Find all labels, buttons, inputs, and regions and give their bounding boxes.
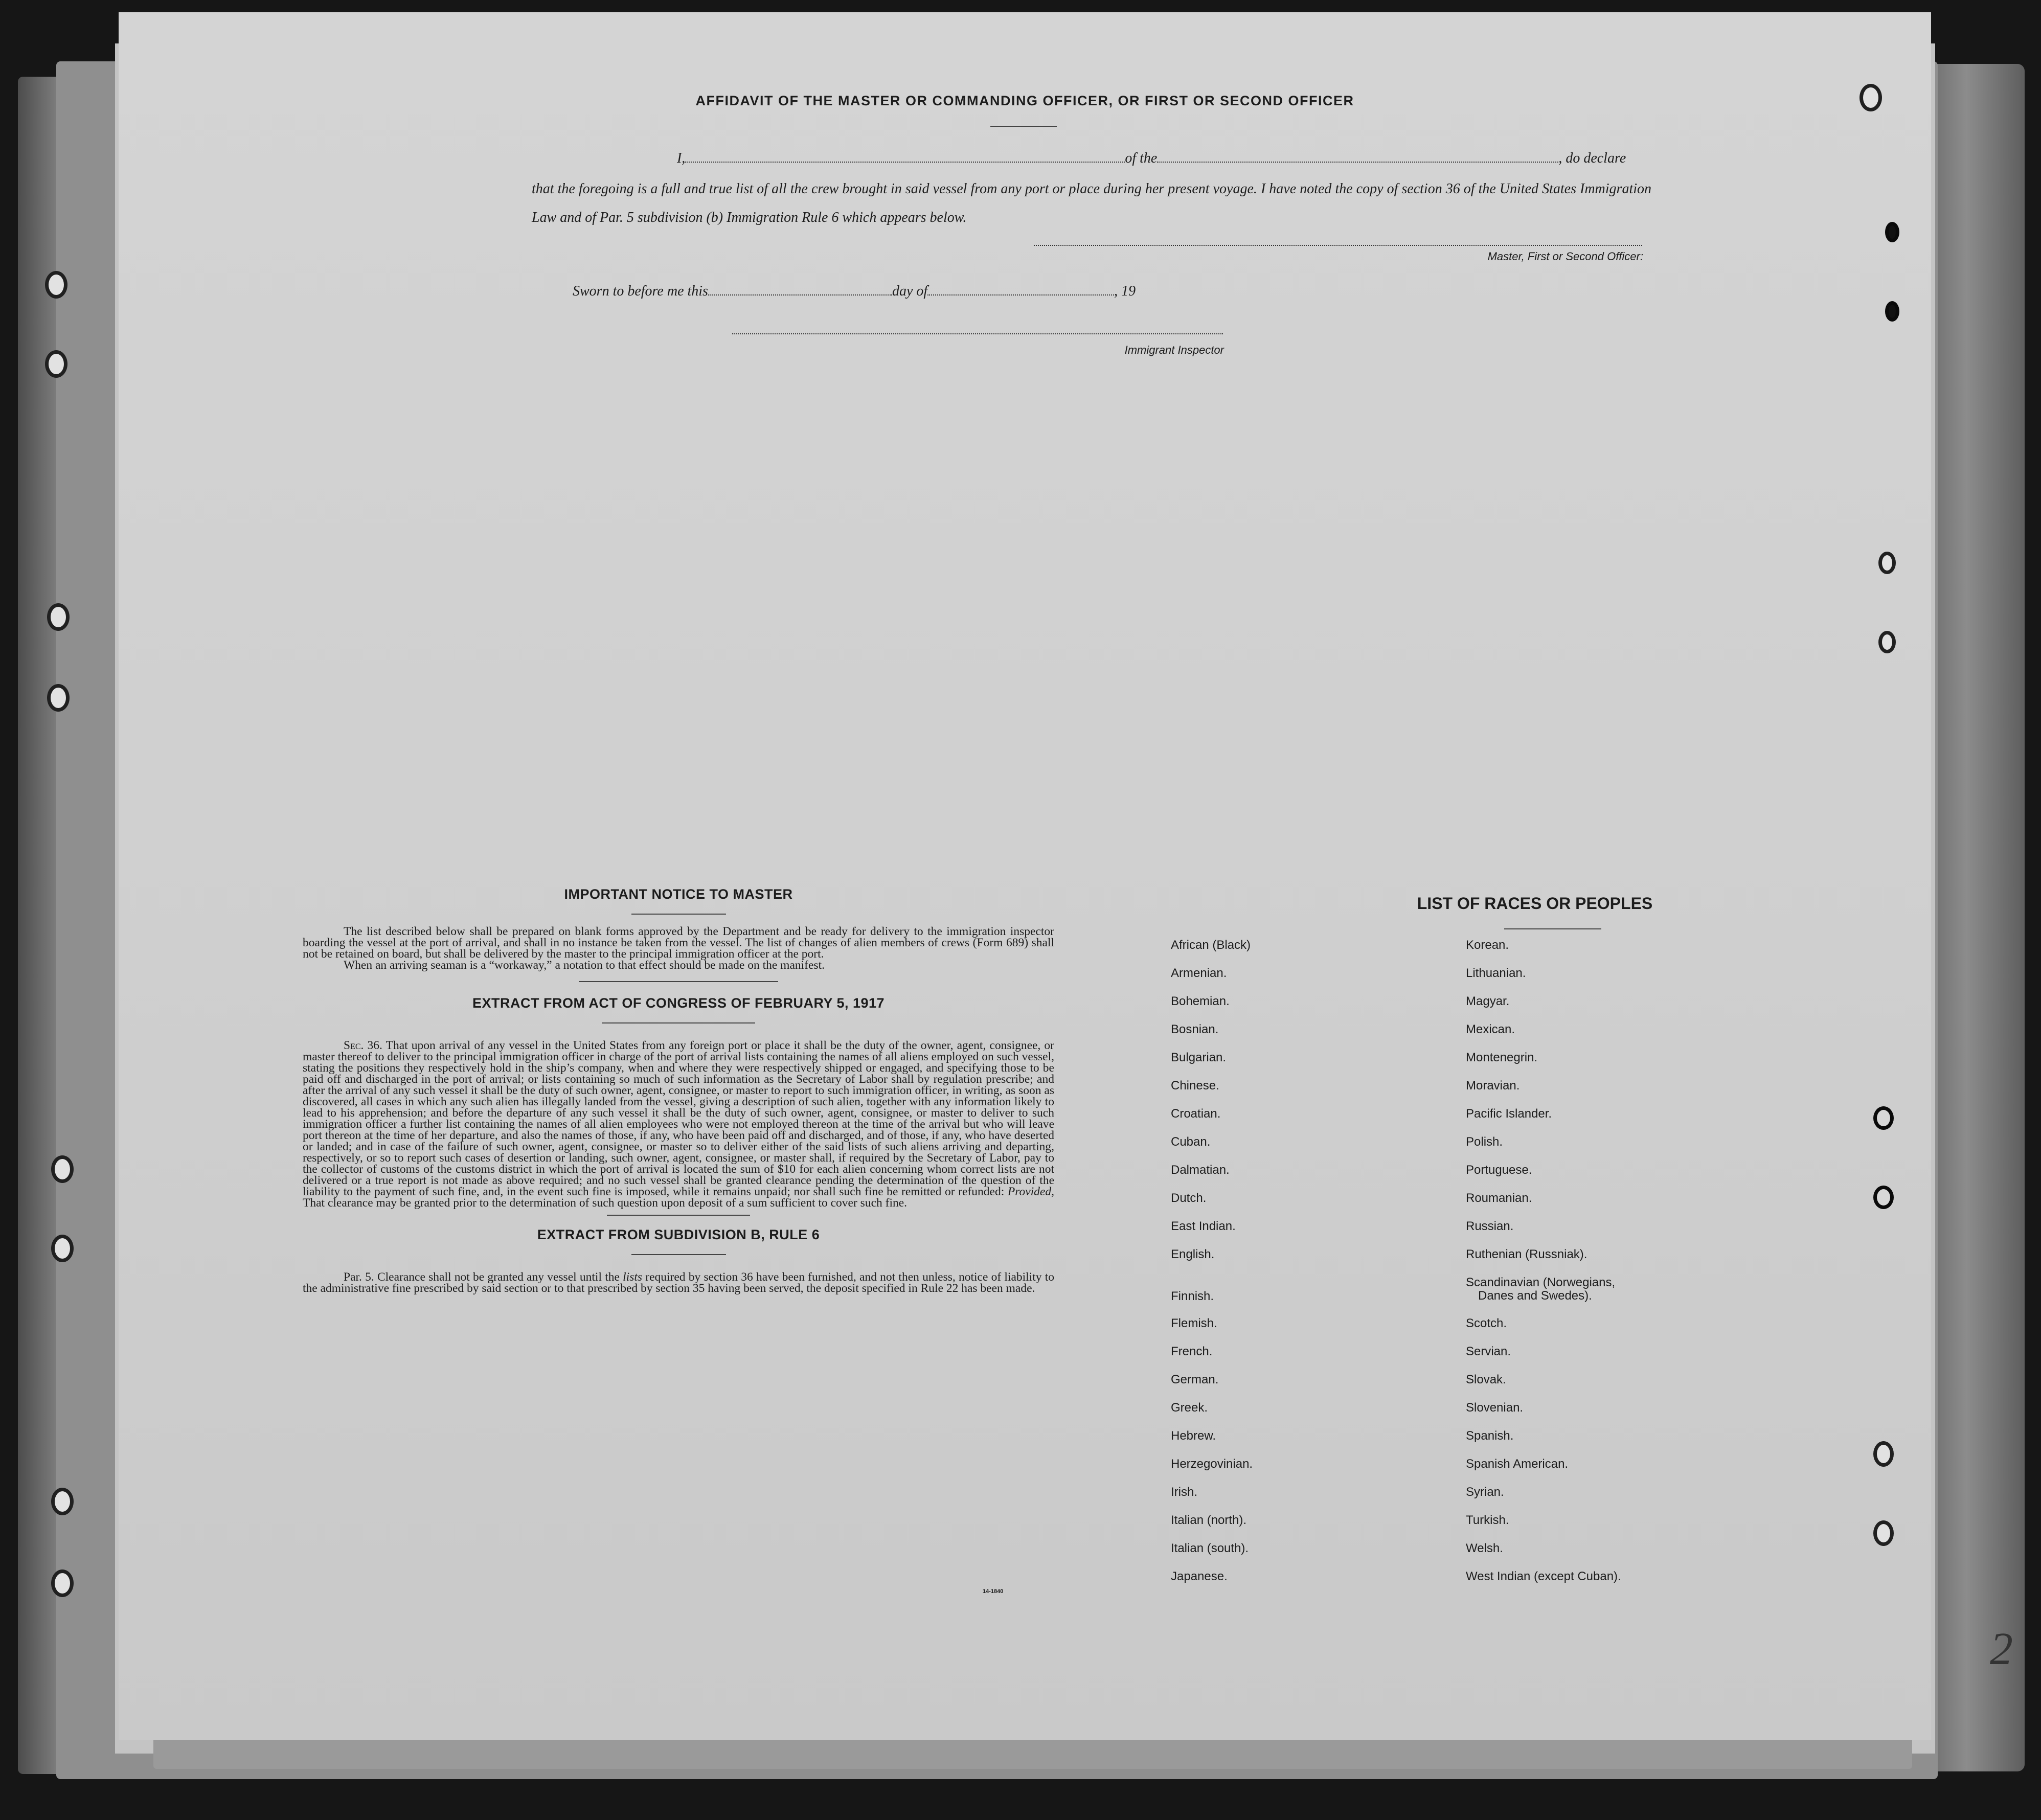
day-blank: [708, 294, 892, 295]
race-label: Slovak.: [1466, 1373, 1506, 1386]
sworn-year: , 19: [1114, 283, 1136, 299]
race-label: Mexican.: [1466, 1022, 1515, 1036]
punch-hole-icon: [1885, 301, 1899, 322]
race-item: [1171, 1220, 1488, 1248]
provided-word: Provided,: [1007, 1185, 1054, 1198]
section-36-text: [303, 1040, 1054, 1209]
binder-hole-icon: [51, 1155, 74, 1183]
notice-column: [303, 886, 1054, 1294]
race-item: [1171, 1542, 1488, 1570]
rule-6-text-b: required by section 36 have been furnished, and not then unless, notice of liability to the administrative fine prescribed by said section or to that prescribed by section 35 having been served, the deposit specified in Rule 22 has been made.: [303, 1270, 1055, 1295]
binder-hole-icon: [45, 350, 67, 378]
race-item: [1171, 1276, 1488, 1317]
race-item: [1466, 1051, 1783, 1079]
section-36-body: That upon arrival of any vessel in the United States from any foreign port or place it shall be the duty of the owner, agent, consignee, or master thereof to deliver to the principal immigration officer in charge of the port of arrival lists containing the names of all aliens employed on such vessel, stating the positions they respectively hold in the ship’s company, when and where they were respectively shipped or engaged, and specifying those to be paid off and discharged in the port of arrival; or lists containing so much of such information as the Secretary of Labor shall by regulation prescribe; and after the arrival of any such vessel it shall be the duty of such owner, agent, consignee, or master to report to such immigration officer, in writing, as soon as discovered, all cases in which any such alien has illegally landed from the vessel, giving a description of such alien, together with any information likely to lead to his apprehension; and before the departure of any such vessel it shall be the duty of such owner, agent, consignee, or master to deliver to such immigration officer a further list containing the names of all alien employees who were not employed thereon at the time of the arrival but who will leave port thereon at the time of her departure, and also the names of those, if any, who have been paid off and discharged, and of those, if any, who have deserted or landed; and in case of the failure of such owner, agent, consignee, or master so to deliver either of the said lists of such aliens arriving and departing, respectively, or so to report such cases of desertion or landing, such owner, agent, consignee, or master shall, if required by the Secretary of Labor, pay to the collector of customs of the customs district in which the port of arrival is located the sum of $10 for each alien concerning whom correct lists are not delivered or a true report is not made as above required; and no such vessel shall be granted clearance pending the determination of the question of the liability to the payment of such fine, and, in the event such fine is imposed, while it remains unpaid; nor shall such fine be remitted or refunded:: [303, 1039, 1055, 1198]
race-label-continued: Danes and Swedes).: [1478, 1289, 1592, 1303]
divider: [607, 1215, 750, 1216]
affidavit-declaration-line: [677, 150, 1648, 167]
race-item: [1171, 1514, 1488, 1542]
race-label: Pacific Islander.: [1466, 1107, 1552, 1121]
punch-hole-icon: [1873, 1520, 1894, 1546]
affidavit-i-label: I,: [677, 150, 686, 166]
race-item: [1466, 1317, 1783, 1345]
rule-6-text: [303, 1271, 1054, 1294]
race-item: [1171, 1023, 1488, 1051]
vessel-blank: [1157, 162, 1558, 163]
affidavit-of-the-label: of the: [1125, 150, 1158, 166]
race-label: German.: [1171, 1373, 1219, 1386]
race-label: Roumanian.: [1466, 1191, 1532, 1205]
notice-paragraph-2: When an arriving seaman is a “workaway,” a notation to that effect should be made on the manifest.: [344, 959, 825, 972]
race-label: Chinese.: [1171, 1079, 1219, 1093]
divider: [579, 981, 778, 982]
race-item: [1466, 939, 1783, 967]
race-item: [1171, 1107, 1488, 1135]
race-label: Turkish.: [1466, 1513, 1509, 1527]
race-label: Polish.: [1466, 1135, 1503, 1149]
race-label: Lithuanian.: [1466, 966, 1526, 980]
race-item: [1466, 1429, 1783, 1458]
race-item: [1171, 1345, 1488, 1373]
race-label: Bosnian.: [1171, 1022, 1219, 1036]
race-item: [1171, 1458, 1488, 1486]
page-number-mark: 2: [1990, 1624, 2013, 1674]
sworn-day-of: day of: [892, 283, 928, 299]
race-item: [1171, 1570, 1488, 1598]
race-item: [1466, 1192, 1783, 1220]
sworn-prefix: Sworn to before me this: [573, 283, 708, 299]
races-left-column: [1171, 939, 1488, 1598]
race-item: [1171, 1192, 1488, 1220]
divider: [631, 1254, 726, 1255]
races-title: LIST OF RACES OR PEOPLES: [1417, 894, 1653, 913]
extract-act-title: EXTRACT FROM ACT OF CONGRESS OF FEBRUARY 5, 1917: [472, 995, 885, 1011]
race-item: [1171, 939, 1488, 967]
extract-rule-title: EXTRACT FROM SUBDIVISION B, RULE 6: [537, 1227, 820, 1242]
race-item: [1171, 1164, 1488, 1192]
divider: [602, 1022, 755, 1023]
divider: [631, 914, 726, 915]
race-label: Finnish.: [1171, 1289, 1214, 1303]
binder-right-edge: [1927, 64, 2025, 1771]
punch-hole-icon: [1873, 1186, 1894, 1209]
race-label: Slovenian.: [1466, 1401, 1524, 1415]
sworn-line: [573, 283, 1136, 300]
race-label: Ruthenian (Russniak).: [1466, 1247, 1588, 1261]
races-right-column: [1466, 939, 1783, 1598]
race-item: [1171, 1429, 1488, 1458]
race-label: Cuban.: [1171, 1135, 1211, 1149]
race-item: [1466, 1220, 1783, 1248]
inspector-signature-line: [732, 333, 1223, 334]
inspector-signature-label: Immigrant Inspector: [1124, 344, 1224, 356]
race-label: Greek.: [1171, 1401, 1208, 1415]
month-blank: [927, 294, 1114, 295]
race-item: [1466, 1023, 1783, 1051]
race-label: Armenian.: [1171, 966, 1227, 980]
race-item: [1466, 1248, 1783, 1276]
race-label: Spanish American.: [1466, 1457, 1569, 1471]
race-item: [1466, 1401, 1783, 1429]
race-item: [1466, 1514, 1783, 1542]
master-signature-label: Master, First or Second Officer:: [1487, 250, 1643, 263]
race-label: Bohemian.: [1171, 994, 1230, 1008]
section-36-end: That clearance may be granted prior to the determination of such question upon deposit of a sum sufficient to cover such fine.: [303, 1196, 908, 1210]
notice-paragraph-1: The list described below shall be prepared on blank forms approved by the Department and be ready for delivery to the immigration inspector boarding the vessel at the port of arrival, and shall in no instance be taken from the vessel. The list of changes of alien members of crews (Form 689) shall not be retained on board, but shall be delivered by the master to the principal immigration officer at the port.: [303, 925, 1054, 961]
binder-hole-icon: [47, 684, 70, 712]
race-item: [1466, 995, 1783, 1023]
race-item: [1171, 1486, 1488, 1514]
binder-hole-icon: [47, 603, 70, 631]
race-label: Welsh.: [1466, 1541, 1503, 1555]
race-label: East Indian.: [1171, 1219, 1236, 1233]
form-number: 14-1840: [983, 1588, 1004, 1595]
race-item: [1466, 1486, 1783, 1514]
race-label: Herzegovinian.: [1171, 1457, 1253, 1471]
race-item: [1466, 1135, 1783, 1164]
punch-hole-icon: [1878, 552, 1896, 574]
race-item: [1466, 1570, 1783, 1598]
race-item: [1466, 1164, 1783, 1192]
race-item: [1466, 1373, 1783, 1401]
punch-hole-icon: [1878, 631, 1896, 653]
race-item: [1466, 1542, 1783, 1570]
race-item: [1171, 1248, 1488, 1276]
affidavit-body: that the foregoing is a full and true list of all the crew brought in said vessel from any port or place during her present voyage. I have noted the copy of section 36 of the United States Immigration Law and of Par. 5 subdivision (b) Immigration Rule 6 which appears below.: [532, 181, 1651, 225]
race-label: Bulgarian.: [1171, 1051, 1227, 1064]
race-label: Servian.: [1466, 1345, 1511, 1358]
race-item: [1466, 1276, 1783, 1317]
rule-6-text-a: Par. 5. Clearance shall not be granted any vessel until the: [344, 1270, 620, 1284]
lists-word: lists: [623, 1270, 643, 1284]
race-label: West Indian (except Cuban).: [1466, 1569, 1621, 1583]
race-item: [1466, 1345, 1783, 1373]
race-label: Croatian.: [1171, 1107, 1221, 1121]
race-item: [1171, 1135, 1488, 1164]
race-label: Moravian.: [1466, 1079, 1520, 1093]
race-label: Irish.: [1171, 1485, 1198, 1499]
divider: [990, 126, 1057, 127]
race-item: [1466, 1107, 1783, 1135]
race-label: Dalmatian.: [1171, 1163, 1230, 1177]
race-label: Portuguese.: [1466, 1163, 1532, 1177]
race-item: [1171, 1051, 1488, 1079]
race-item: [1171, 995, 1488, 1023]
race-label: Italian (north).: [1171, 1513, 1247, 1527]
punch-hole-icon: [1885, 222, 1899, 242]
section-label: Sec. 36.: [344, 1039, 382, 1052]
form-page: [119, 12, 2013, 1740]
master-signature-line: [1034, 245, 1642, 246]
race-item: [1171, 967, 1488, 995]
race-item: [1171, 1317, 1488, 1345]
race-label: Hebrew.: [1171, 1429, 1216, 1443]
race-label: French.: [1171, 1345, 1213, 1358]
race-label: Korean.: [1466, 938, 1509, 952]
name-blank: [685, 162, 1125, 163]
race-item: [1171, 1401, 1488, 1429]
race-label: Scandinavian (Norwegians,: [1466, 1276, 1616, 1289]
notice-title: IMPORTANT NOTICE TO MASTER: [564, 886, 793, 902]
race-label: Syrian.: [1466, 1485, 1504, 1499]
race-label: African (Black): [1171, 938, 1251, 952]
race-label: Italian (south).: [1171, 1541, 1249, 1555]
race-label: Japanese.: [1171, 1569, 1228, 1583]
affidavit-title: AFFIDAVIT OF THE MASTER OR COMMANDING OFFICER, OR FIRST OR SECOND OFFICER: [695, 93, 1354, 108]
binder-hole-icon: [51, 1235, 74, 1262]
race-label: Dutch.: [1171, 1191, 1207, 1205]
race-label: Scotch.: [1466, 1316, 1507, 1330]
race-item: [1466, 967, 1783, 995]
race-item: [1466, 1079, 1783, 1107]
race-label: Flemish.: [1171, 1316, 1217, 1330]
affidavit-declare-label: , do declare: [1558, 150, 1626, 166]
punch-hole-icon: [1873, 1106, 1894, 1130]
race-label: Magyar.: [1466, 994, 1510, 1008]
race-label: English.: [1171, 1247, 1215, 1261]
binder-hole-icon: [45, 271, 67, 299]
race-item: [1466, 1458, 1783, 1486]
race-label: Spanish.: [1466, 1429, 1514, 1443]
binder-hole-icon: [51, 1488, 74, 1515]
race-label: Russian.: [1466, 1219, 1514, 1233]
race-item: [1171, 1079, 1488, 1107]
divider: [1504, 928, 1601, 929]
race-item: [1171, 1373, 1488, 1401]
binder-hole-icon: [51, 1569, 74, 1597]
race-label: Montenegrin.: [1466, 1051, 1538, 1064]
punch-hole-icon: [1873, 1441, 1894, 1467]
